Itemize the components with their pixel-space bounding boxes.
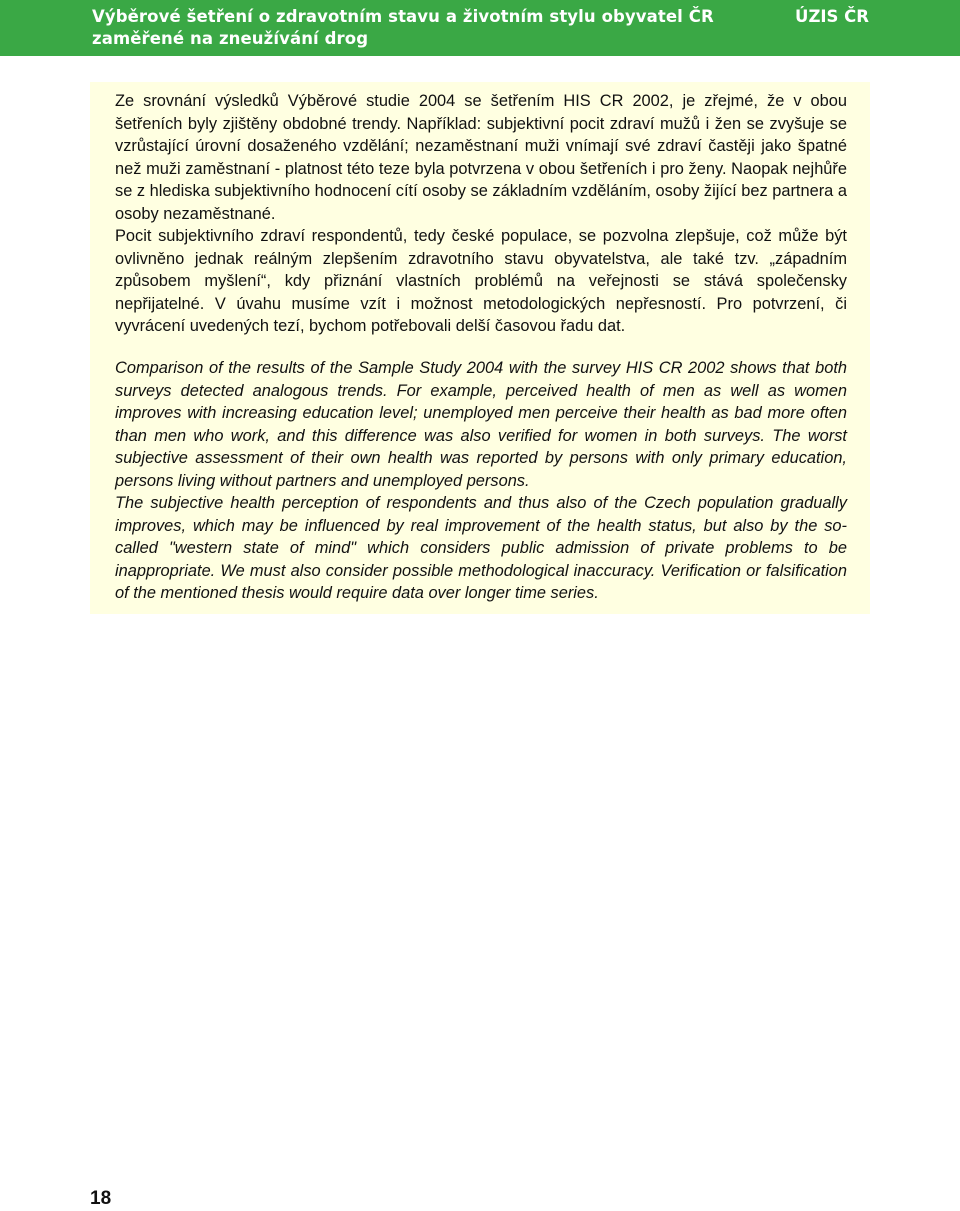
page-number: 18: [90, 1188, 112, 1209]
czech-paragraph-2: Pocit subjektivního zdraví respondentů, tedy české populace, se pozvolna zlepšuje, což může být ovlivněno jednak reálným zlepšením zdravotního stavu obyvatelstva, ale také tzv. „západním způsobem myšlení“, kdy přiznání vlastních problémů na veřejnosti se stává společensky nepřijatelné. V úvahu musíme vzít i možnost metodologických nepřesností. Pro potvrzení, či vyvrácení uvedených tezí, bychom potřebovali delší časovou řadu dat.: [115, 227, 847, 335]
organization-name: ÚZIS ČR: [795, 7, 869, 26]
english-paragraph-2: The subjective health perception of respondents and thus also of the Czech population gradually improves, which may be influenced by real improvement of the health status, but also by the so-called "western state of mind" which considers public admission of private problems to be inappropriate. We must also consider possible methodological inaccuracy. Verification or falsification of the mentioned thesis would require data over longer time series.: [115, 494, 847, 602]
summary-box: [90, 82, 870, 614]
page-header: [0, 0, 960, 56]
czech-paragraph-1: Ze srovnání výsledků Výběrové studie 2004 se šetřením HIS CR 2002, je zřejmé, že v obou šetřeních byly zjištěny obdobné trendy. Například: subjektivní pocit zdraví mužů i žen se zvyšuje se vzrůstající úrovní dosaženého vzdělání; nezaměstnaní muži vnímají své zdraví častěji jako špatné než muži zaměstnaní - platnost této teze byla potvrzena v obou šetřeních i pro ženy. Naopak nejhůře se z hlediska subjektivního hodnocení cítí osoby se základním vzděláním, osoby žijící bez partnera a osoby nezaměstnané.: [115, 92, 847, 223]
document-title: Výběrové šetření o zdravotním stavu a životním stylu obyvatel ČR zaměřené na zneužívání drog: [92, 7, 714, 48]
czech-summary: [115, 90, 847, 338]
english-summary: [115, 357, 847, 605]
english-paragraph-1: Comparison of the results of the Sample Study 2004 with the survey HIS CR 2002 shows that both surveys detected analogous trends. For example, perceived health of men as well as women improves with increasing education level; unemployed men perceive their health as bad more often than men who work, and this difference was also verified for women in both surveys. The worst subjective assessment of their own health was reported by persons with only primary education, persons living without partners and unemployed persons.: [115, 359, 847, 490]
